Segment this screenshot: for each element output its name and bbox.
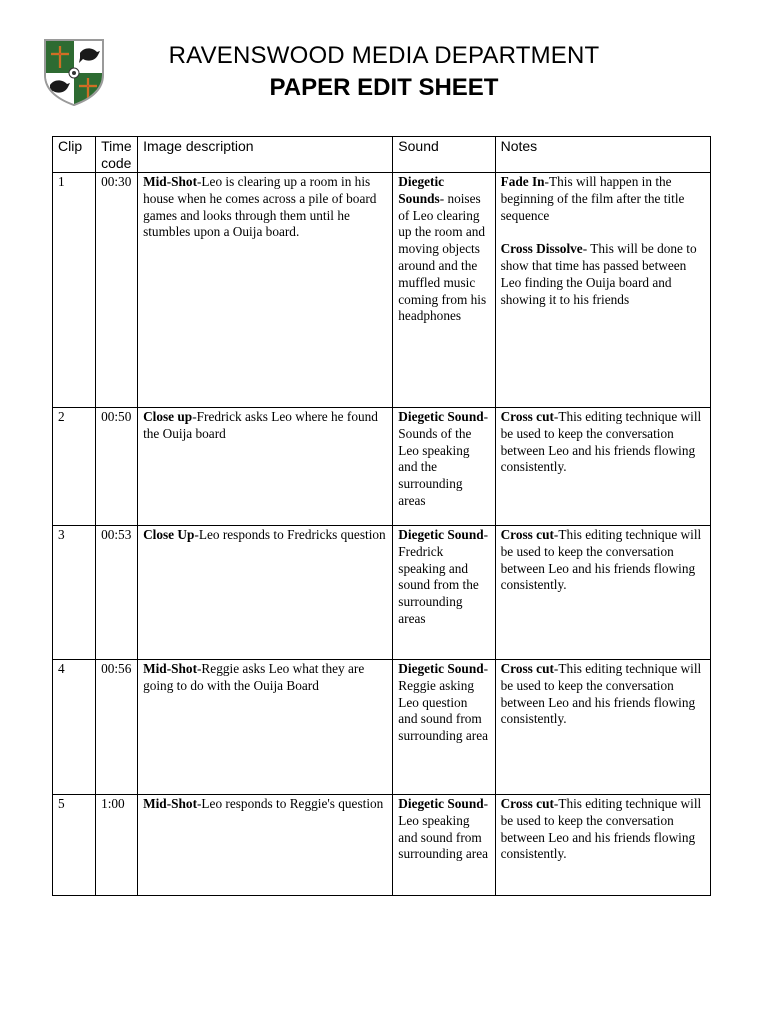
- sound-text: - Reggie asking Leo question and sound from surrounding area: [398, 661, 489, 744]
- sound-type: Diegetic Sound: [398, 527, 484, 542]
- header-notes: Notes: [495, 137, 710, 173]
- clip-number: 4: [53, 660, 96, 795]
- image-description: [138, 660, 393, 795]
- image-text: -Leo responds to Reggie's question: [197, 796, 384, 811]
- clip-number: 3: [53, 526, 96, 660]
- shot-type: Mid-Shot: [143, 174, 197, 189]
- clip-number: 2: [53, 408, 96, 526]
- sound-text: - Leo speaking and sound from surrounding area: [398, 796, 489, 862]
- shot-type: Close Up: [143, 527, 195, 542]
- header-sound: Sound: [393, 137, 495, 173]
- image-text: -Leo responds to Fredricks question: [194, 527, 386, 542]
- edit-technique: Cross cut: [500, 527, 554, 542]
- notes: [495, 660, 710, 795]
- shot-type: Close up: [143, 409, 193, 424]
- sound-description: [393, 660, 495, 795]
- edit-technique: Cross cut: [500, 661, 554, 676]
- notes-text: -This editing technique will be used to keep the conversation between Leo and his friends flowing consistently.: [500, 409, 702, 475]
- image-description: [138, 795, 393, 896]
- sound-description: [393, 795, 495, 896]
- table-row: [53, 173, 711, 408]
- image-text: -Fredrick asks Leo where he found the Ouija board: [143, 409, 378, 441]
- table-header-row: [53, 137, 711, 173]
- notes-text: -This editing technique will be used to keep the conversation between Leo and his friends flowing consistently.: [500, 796, 702, 862]
- edit-technique: Fade In: [500, 174, 545, 189]
- notes-text: -This editing technique will be used to keep the conversation between Leo and his friends flowing consistently.: [500, 527, 702, 593]
- time-code: 00:56: [96, 660, 138, 795]
- edit-technique: Cross cut: [500, 409, 554, 424]
- image-description: [138, 408, 393, 526]
- clip-number: 5: [53, 795, 96, 896]
- image-description: [138, 526, 393, 660]
- image-text: -Leo is clearing up a room in his house when he comes across a pile of board games and looks through them until he stumbles upon a Ouija board.: [143, 174, 377, 240]
- edit-technique-2: Cross Dissolve: [500, 241, 583, 257]
- shot-type: Mid-Shot: [143, 661, 197, 676]
- clip-number: 1: [53, 173, 96, 408]
- sound-description: [393, 408, 495, 526]
- time-code: 1:00: [96, 795, 138, 896]
- sound-text: - Sounds of the Leo speaking and the surrounding areas: [398, 409, 489, 508]
- image-text: -Reggie asks Leo what they are going to do with the Ouija Board: [143, 661, 365, 693]
- notes: [495, 173, 710, 408]
- sound-type: Diegetic Sound: [398, 661, 484, 676]
- sound-type: Diegetic Sound: [398, 796, 484, 811]
- image-description: [138, 173, 393, 408]
- paper-edit-table: [52, 136, 711, 896]
- time-code: 00:53: [96, 526, 138, 660]
- sound-text: - Fredrick speaking and sound from the surrounding areas: [398, 527, 489, 626]
- sound-type: Diegetic Sound: [398, 409, 484, 424]
- notes: [495, 526, 710, 660]
- page-title: RAVENSWOOD MEDIA DEPARTMENT: [168, 42, 600, 69]
- page-subtitle: PAPER EDIT SHEET: [269, 74, 499, 101]
- notes-text: -This will happen in the beginning of the film after the title sequence: [500, 174, 685, 223]
- table-row: [53, 795, 711, 896]
- table-row: [53, 660, 711, 795]
- sound-description: [393, 526, 495, 660]
- sound-description: [393, 173, 495, 408]
- sound-type: Diegetic Sounds: [398, 174, 445, 206]
- notes-text: -This editing technique will be used to keep the conversation between Leo and his friends flowing consistently.: [500, 661, 702, 727]
- time-code: 00:30: [96, 173, 138, 408]
- edit-technique: Cross cut: [500, 796, 554, 811]
- header-image-description: Image description: [138, 137, 393, 173]
- shot-type: Mid-Shot: [143, 796, 197, 811]
- table-row: [53, 526, 711, 660]
- time-code: 00:50: [96, 408, 138, 526]
- header-clip: Clip: [53, 137, 96, 173]
- header-time-code: Time code: [96, 137, 138, 173]
- sound-text: - noises of Leo clearing up the room and moving objects around and the muffled music coming from his headphones: [398, 190, 487, 324]
- notes-text-2: - This will be done to show that time has passed between Leo finding the Ouija board and showing it to his friends: [500, 241, 697, 307]
- notes: [495, 795, 710, 896]
- notes: [495, 408, 710, 526]
- table-row: [53, 408, 711, 526]
